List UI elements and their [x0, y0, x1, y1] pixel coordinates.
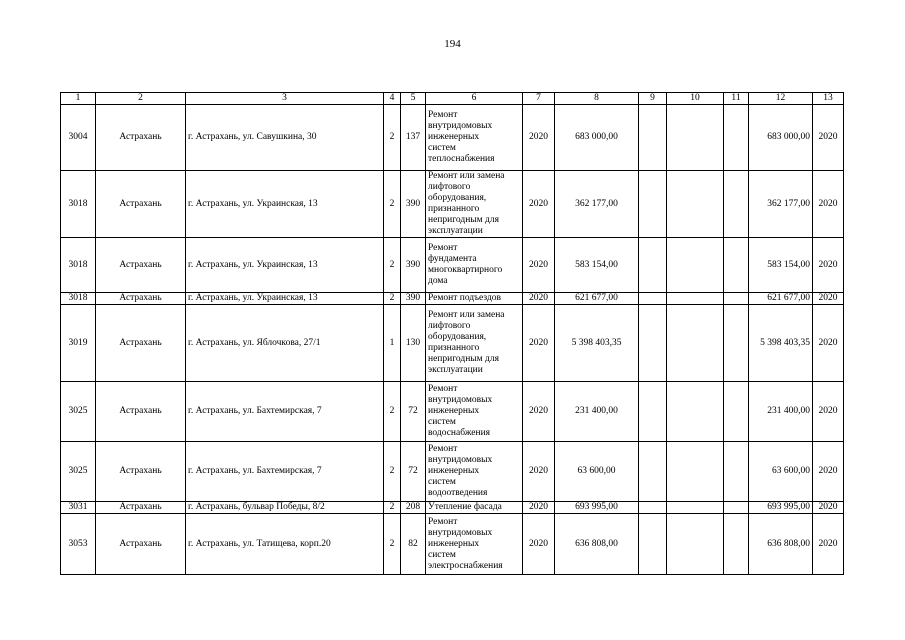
cell-city: Астрахань	[96, 502, 186, 514]
cell-city: Астрахань	[96, 171, 186, 238]
cell-cost: 63 600,00	[555, 442, 639, 502]
table-row	[61, 382, 844, 442]
cell-cost: 231 400,00	[555, 382, 639, 442]
column-number-row	[61, 93, 844, 105]
cell-year: 2020	[523, 171, 555, 238]
work-type-line: внутридомовых	[428, 455, 493, 465]
col-header-11: 11	[724, 93, 749, 105]
work-type-line: систем	[428, 143, 456, 153]
cell-address: г. Астрахань, ул. Савушкина, 30	[186, 105, 384, 171]
cell-col-4: 2	[384, 171, 401, 238]
cell-number: 3018	[61, 293, 96, 305]
cell-col-5: 390	[401, 171, 426, 238]
cell-total: 683 000,00	[749, 105, 813, 171]
cell-cost: 683 000,00	[555, 105, 639, 171]
cell-col-4: 2	[384, 442, 401, 502]
cell-col-4: 2	[384, 293, 401, 305]
cell-col-11	[724, 305, 749, 382]
cell-cost: 693 995,00	[555, 502, 639, 514]
cell-address: г. Астрахань, ул. Яблочкова, 27/1	[186, 305, 384, 382]
cell-number: 3004	[61, 105, 96, 171]
cell-number: 3053	[61, 514, 96, 575]
work-type-line: Ремонт подъездов	[428, 293, 502, 303]
col-header-6: 6	[426, 93, 523, 105]
work-type-line: инженерных	[428, 466, 480, 476]
cell-city: Астрахань	[96, 238, 186, 293]
cell-year-end: 2020	[813, 171, 844, 238]
cell-col-4: 1	[384, 305, 401, 382]
cell-col-11	[724, 293, 749, 305]
cell-city: Астрахань	[96, 105, 186, 171]
cell-col-11	[724, 442, 749, 502]
work-type-line: Утепление фасада	[428, 502, 502, 512]
cell-col-4: 2	[384, 105, 401, 171]
cell-address: г. Астрахань, ул. Татищева, корп.20	[186, 514, 384, 575]
work-type-line: Ремонт	[428, 516, 458, 527]
work-type-line: систем	[428, 549, 456, 560]
work-type-line: инженерных	[428, 538, 480, 549]
col-header-5: 5	[401, 93, 426, 105]
cell-col-5: 390	[401, 293, 426, 305]
col-header-10: 10	[667, 93, 724, 105]
cell-city: Астрахань	[96, 293, 186, 305]
cell-year-end: 2020	[813, 238, 844, 293]
cell-address: г. Астрахань, ул. Украинская, 13	[186, 238, 384, 293]
cell-work-type	[426, 238, 523, 293]
work-type-line: систем	[428, 477, 456, 487]
cell-col-11	[724, 502, 749, 514]
cell-col-5: 208	[401, 502, 426, 514]
cell-year: 2020	[523, 293, 555, 305]
cell-col-9	[639, 238, 667, 293]
work-type-line: лифтового	[428, 182, 471, 192]
cell-col-10	[667, 305, 724, 382]
work-type-line: непригодным для	[428, 215, 499, 225]
work-type-line: признанного	[428, 343, 480, 353]
table-row	[61, 293, 844, 305]
work-type-line: водоотведения	[428, 488, 488, 498]
work-type-line: Ремонт или замена	[428, 310, 505, 320]
work-type-line: систем	[428, 417, 456, 427]
cell-col-11	[724, 514, 749, 575]
cell-col-11	[724, 171, 749, 238]
page-number: 194	[444, 38, 461, 50]
work-type-line: Ремонт или замена	[428, 171, 505, 181]
cell-col-9	[639, 502, 667, 514]
cell-col-9	[639, 305, 667, 382]
work-type-line: теплоснабжения	[428, 154, 495, 164]
cell-col-10	[667, 238, 724, 293]
cell-cost: 621 677,00	[555, 293, 639, 305]
col-header-3: 3	[186, 93, 384, 105]
cell-col-5: 390	[401, 238, 426, 293]
cell-city: Астрахань	[96, 305, 186, 382]
table-row	[61, 238, 844, 293]
work-type-line: Ремонт	[428, 444, 458, 454]
cell-work-type	[426, 514, 523, 575]
work-type-line: внутридомовых	[428, 395, 493, 405]
cell-work-type	[426, 382, 523, 442]
cell-col-10	[667, 514, 724, 575]
table-row	[61, 502, 844, 514]
work-type-line: эксплуатации	[428, 226, 483, 236]
cell-col-4: 2	[384, 514, 401, 575]
cell-col-10	[667, 171, 724, 238]
work-type-line: инженерных	[428, 406, 480, 416]
cell-col-4: 2	[384, 502, 401, 514]
cell-address: г. Астрахань, ул. Бахтемирская, 7	[186, 382, 384, 442]
work-type-line: эксплуатации	[428, 365, 483, 375]
cell-cost: 362 177,00	[555, 171, 639, 238]
cell-year-end: 2020	[813, 382, 844, 442]
cell-number: 3019	[61, 305, 96, 382]
work-type-line: электроснабжения	[428, 560, 503, 571]
cell-year-end: 2020	[813, 442, 844, 502]
work-type-line: оборудования,	[428, 332, 487, 342]
col-header-4: 4	[384, 93, 401, 105]
cell-address: г. Астрахань, ул. Украинская, 13	[186, 171, 384, 238]
cell-total: 621 677,00	[749, 293, 813, 305]
cell-year: 2020	[523, 238, 555, 293]
col-header-7: 7	[523, 93, 555, 105]
cell-total: 231 400,00	[749, 382, 813, 442]
cell-cost: 583 154,00	[555, 238, 639, 293]
cell-col-9	[639, 171, 667, 238]
work-type-line: многоквартирного	[428, 265, 503, 275]
cell-year-end: 2020	[813, 514, 844, 575]
cell-total: 63 600,00	[749, 442, 813, 502]
cell-col-9	[639, 514, 667, 575]
cell-col-11	[724, 382, 749, 442]
cell-city: Астрахань	[96, 514, 186, 575]
cell-cost: 5 398 403,35	[555, 305, 639, 382]
cell-year: 2020	[523, 305, 555, 382]
cell-number: 3018	[61, 171, 96, 238]
cell-col-5: 82	[401, 514, 426, 575]
work-type-line: лифтового	[428, 321, 471, 331]
work-type-line: дома	[428, 276, 448, 286]
cell-address: г. Астрахань, бульвар Победы, 8/2	[186, 502, 384, 514]
col-header-8: 8	[555, 93, 639, 105]
col-header-12: 12	[749, 93, 813, 105]
repair-register-table	[60, 92, 844, 575]
cell-year: 2020	[523, 382, 555, 442]
table-row	[61, 305, 844, 382]
cell-col-11	[724, 105, 749, 171]
cell-year-end: 2020	[813, 502, 844, 514]
cell-col-9	[639, 382, 667, 442]
work-type-line: фундамента	[428, 254, 477, 264]
cell-year: 2020	[523, 514, 555, 575]
table-row	[61, 514, 844, 575]
cell-col-4: 2	[384, 238, 401, 293]
work-type-line: оборудования,	[428, 193, 487, 203]
cell-number: 3031	[61, 502, 96, 514]
work-type-line: внутридомовых	[428, 527, 493, 538]
cell-work-type	[426, 305, 523, 382]
table-row	[61, 171, 844, 238]
work-type-line: Ремонт	[428, 384, 458, 394]
work-type-line: признанного	[428, 204, 480, 214]
col-header-13: 13	[813, 93, 844, 105]
cell-year-end: 2020	[813, 293, 844, 305]
work-type-line: Ремонт	[428, 243, 458, 253]
cell-city: Астрахань	[96, 382, 186, 442]
cell-work-type	[426, 105, 523, 171]
cell-total: 5 398 403,35	[749, 305, 813, 382]
work-type-line: непригодным для	[428, 354, 499, 364]
col-header-1: 1	[61, 93, 96, 105]
col-header-9: 9	[639, 93, 667, 105]
cell-col-10	[667, 105, 724, 171]
cell-work-type	[426, 293, 523, 305]
cell-col-5: 72	[401, 382, 426, 442]
cell-col-10	[667, 502, 724, 514]
cell-address: г. Астрахань, ул. Бахтемирская, 7	[186, 442, 384, 502]
cell-col-9	[639, 442, 667, 502]
work-type-line: водоснабжения	[428, 428, 491, 438]
work-type-line: Ремонт	[428, 110, 458, 120]
cell-number: 3018	[61, 238, 96, 293]
cell-col-4: 2	[384, 382, 401, 442]
cell-city: Астрахань	[96, 442, 186, 502]
cell-col-11	[724, 238, 749, 293]
cell-total: 583 154,00	[749, 238, 813, 293]
col-header-2: 2	[96, 93, 186, 105]
cell-col-5: 130	[401, 305, 426, 382]
work-type-line: инженерных	[428, 132, 480, 142]
cell-col-5: 72	[401, 442, 426, 502]
cell-year: 2020	[523, 442, 555, 502]
cell-total: 693 995,00	[749, 502, 813, 514]
cell-year: 2020	[523, 105, 555, 171]
cell-year-end: 2020	[813, 105, 844, 171]
table-row	[61, 442, 844, 502]
cell-total: 362 177,00	[749, 171, 813, 238]
cell-work-type	[426, 442, 523, 502]
cell-col-10	[667, 382, 724, 442]
cell-year: 2020	[523, 502, 555, 514]
cell-col-10	[667, 293, 724, 305]
cell-col-10	[667, 442, 724, 502]
cell-col-9	[639, 293, 667, 305]
cell-col-5: 137	[401, 105, 426, 171]
cell-total: 636 808,00	[749, 514, 813, 575]
cell-year-end: 2020	[813, 305, 844, 382]
cell-number: 3025	[61, 382, 96, 442]
cell-cost: 636 808,00	[555, 514, 639, 575]
cell-col-9	[639, 105, 667, 171]
cell-work-type	[426, 502, 523, 514]
cell-address: г. Астрахань, ул. Украинская, 13	[186, 293, 384, 305]
work-type-line: внутридомовых	[428, 121, 493, 131]
cell-number: 3025	[61, 442, 96, 502]
table-row	[61, 105, 844, 171]
cell-work-type	[426, 171, 523, 238]
